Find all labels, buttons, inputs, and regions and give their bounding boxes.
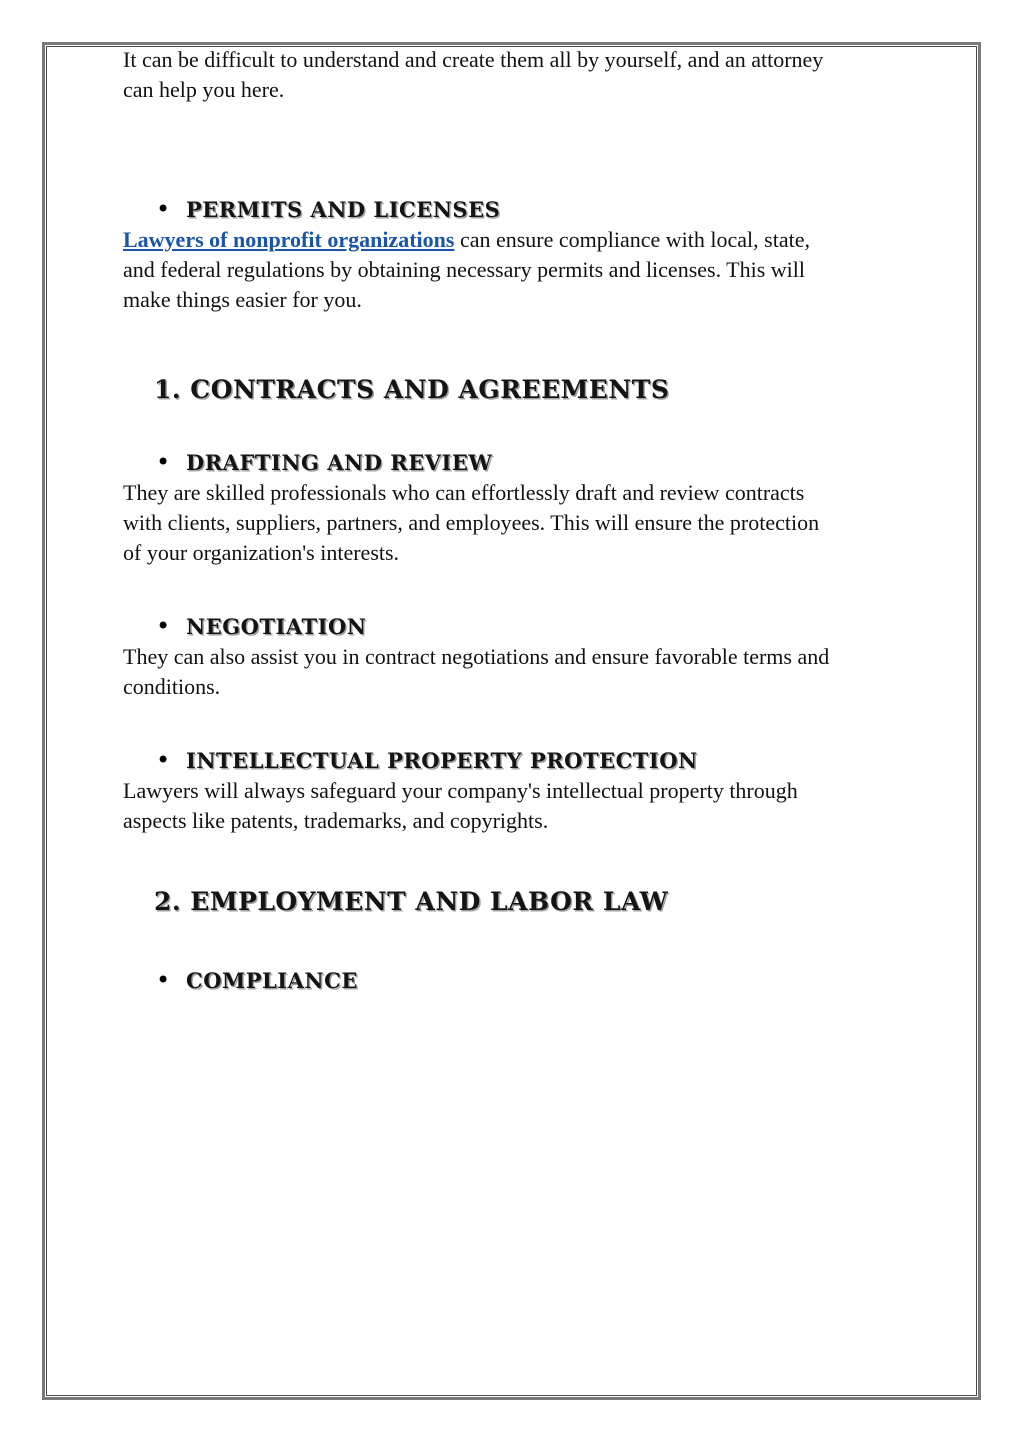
section-heading-employment-and-labor-law: 2. EMPLOYMENT AND LABOR LAW xyxy=(154,887,669,916)
bullet-label-compliance: COMPLIANCE xyxy=(186,968,358,993)
bullet-item-drafting xyxy=(156,448,958,478)
bullet-icon: • xyxy=(156,966,171,994)
permits-paragraph xyxy=(123,225,958,315)
bullet-icon: • xyxy=(156,746,171,774)
bullet-item-compliance xyxy=(156,966,958,996)
intellectual-property-paragraph: Lawyers will always safeguard your company's intellectual property through aspects like patents, trademarks, and copyrights. xyxy=(123,778,798,833)
permits-paragraph-text: can ensure compliance with local, state, and federal regulations by obtaining necessary permits and licenses. This will make things easier for you. xyxy=(123,227,810,312)
bullet-icon: • xyxy=(156,195,171,223)
intro-paragraph: It can be difficult to understand and create them all by yourself, and an attorney can help you here. xyxy=(123,47,824,102)
document-page xyxy=(123,45,958,996)
bullet-item-permits xyxy=(156,195,958,225)
nonprofit-lawyers-link[interactable]: Lawyers of nonprofit organizations xyxy=(123,227,455,252)
bullet-label-negotiation: NEGOTIATION xyxy=(186,614,367,639)
drafting-paragraph: They are skilled professionals who can effortlessly draft and review contracts with clients, suppliers, partners, and employees. This will ensure the protection of your organization's interests. xyxy=(123,480,820,565)
bullet-icon: • xyxy=(156,448,171,476)
bullet-label-intellectual-property-protection: INTELLECTUAL PROPERTY PROTECTION xyxy=(186,748,698,773)
bullet-item-negotiation xyxy=(156,612,958,642)
section-heading-contracts-and-agreements: 1. CONTRACTS AND AGREEMENTS xyxy=(154,375,670,404)
bullet-label-permits-and-licenses: PERMITS AND LICENSES xyxy=(186,197,501,222)
negotiation-paragraph: They can also assist you in contract negotiations and ensure favorable terms and conditions. xyxy=(123,644,830,699)
bullet-icon: • xyxy=(156,612,171,640)
bullet-label-drafting-and-review: DRAFTING AND REVIEW xyxy=(186,450,493,475)
bullet-item-intellectual-property xyxy=(156,746,958,776)
